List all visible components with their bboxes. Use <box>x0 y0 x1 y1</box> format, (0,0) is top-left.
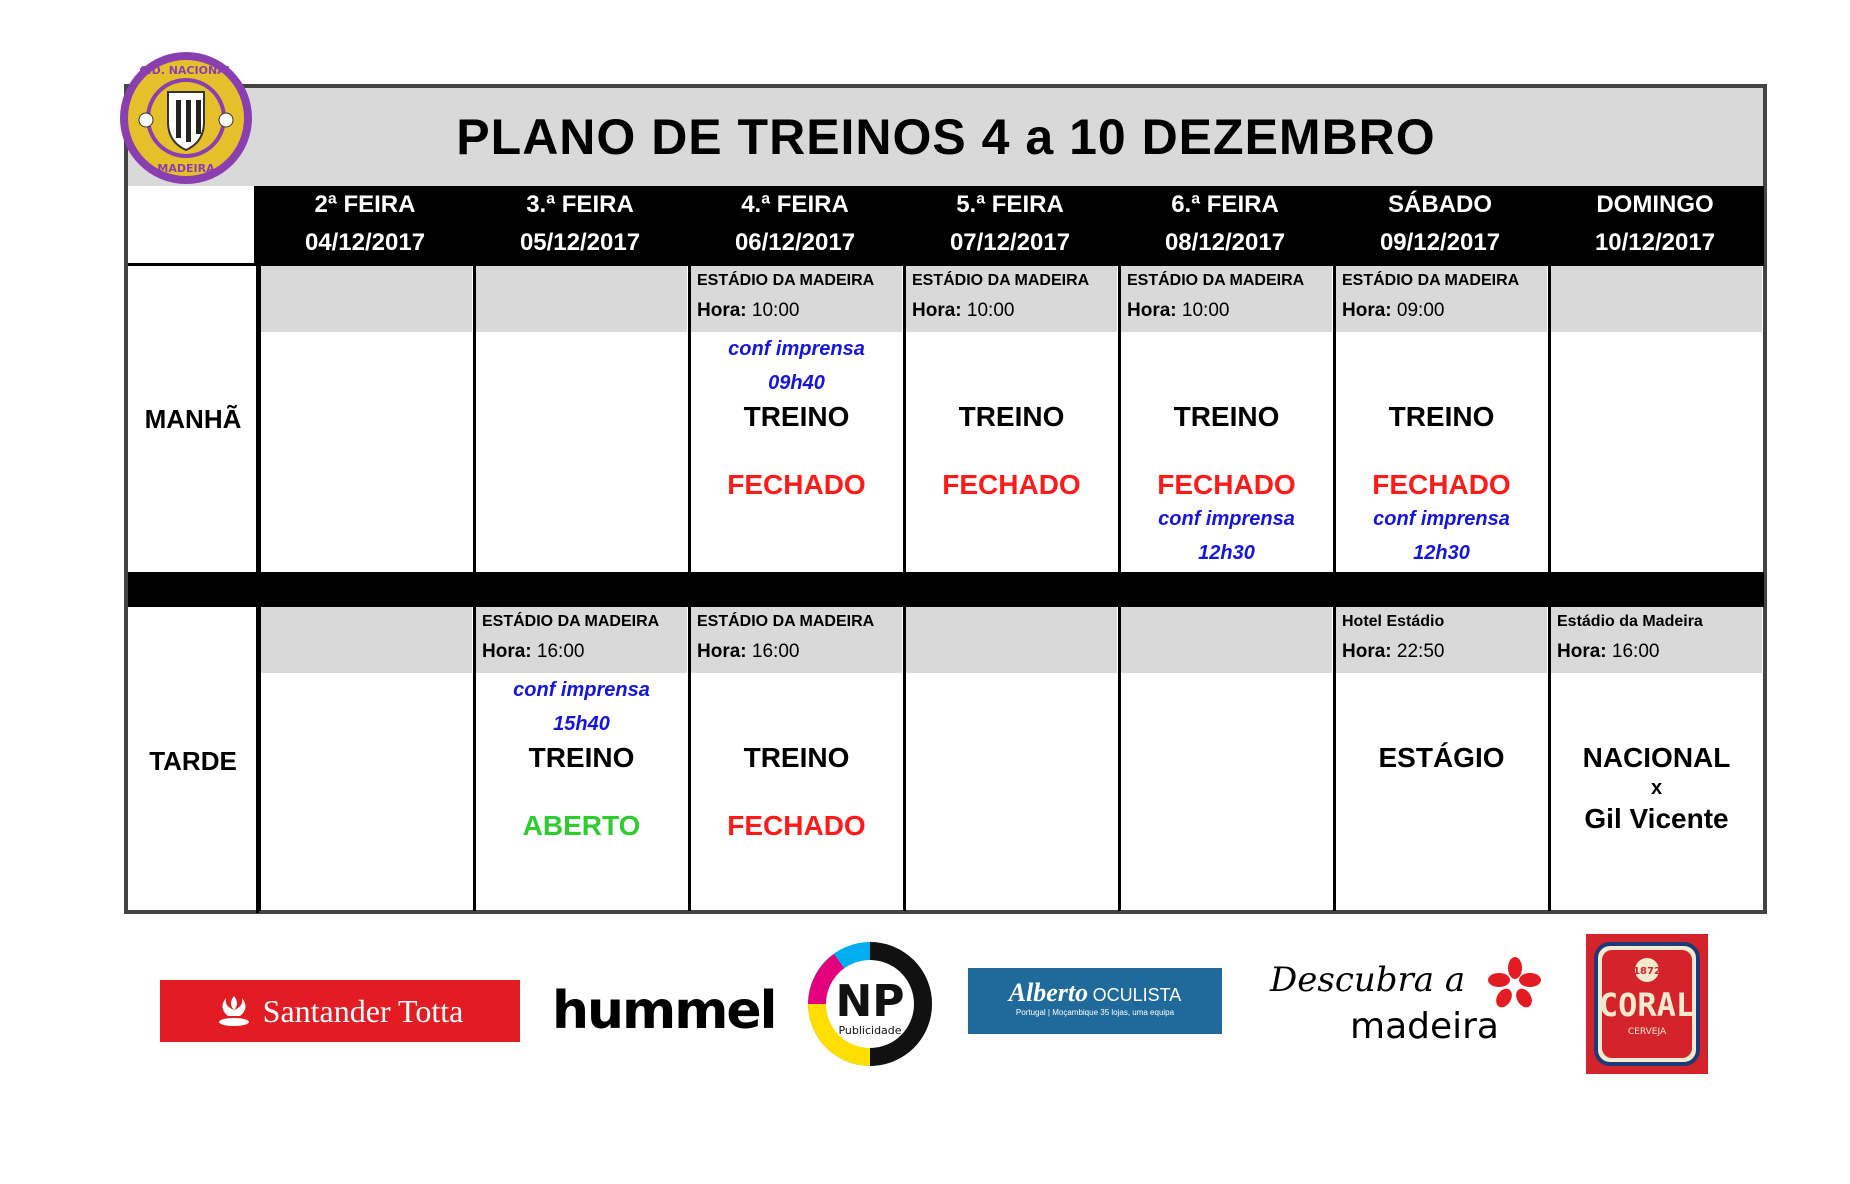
press-conference: conf imprensa <box>728 338 865 360</box>
alberto-text: Alberto <box>1008 978 1089 1007</box>
cell-body <box>476 673 687 843</box>
sponsor-np <box>794 938 946 1070</box>
session-time <box>1342 633 1547 671</box>
coral-sub-text: CERVEJA <box>1627 1027 1667 1037</box>
schedule-cell <box>473 607 687 911</box>
page-title: PLANO DE TREINOS 4 a 10 DEZEMBRO <box>456 109 1436 165</box>
press-conference-time: 15h40 <box>553 713 610 735</box>
time-value: 09:00 <box>1396 300 1445 321</box>
activity: TREINO <box>528 742 635 773</box>
session-time <box>697 292 902 330</box>
schedule-cell <box>473 266 687 572</box>
day-name: 3.ª FEIRA <box>526 191 634 218</box>
time-value: 16:00 <box>751 641 800 662</box>
status-badge: FECHADO <box>1372 469 1511 500</box>
activity: TREINO <box>1173 401 1280 432</box>
madeira-top-text: Descubra a <box>1270 960 1466 1000</box>
day-name: DOMINGO <box>1596 191 1714 218</box>
hora-label: Hora: <box>1342 300 1392 321</box>
cell-location <box>906 266 1117 332</box>
day-date: 10/12/2017 <box>1594 229 1716 256</box>
day-header <box>903 186 1117 263</box>
session-time <box>1127 292 1332 330</box>
activity: TREINO <box>1388 401 1495 432</box>
schedule-cell <box>688 607 902 911</box>
coral-logo-icon <box>1586 934 1708 1074</box>
cell-location <box>261 266 472 332</box>
activity: TREINO <box>743 401 850 432</box>
press-conference: conf imprensa <box>1373 508 1510 530</box>
spacer <box>1336 332 1547 400</box>
hora-label: Hora: <box>912 300 962 321</box>
time-value: 10:00 <box>966 300 1015 321</box>
press-conference: conf imprensa <box>1158 508 1295 530</box>
hummel-text: hummel <box>552 981 776 1041</box>
venue-name: ESTÁDIO DA MADEIRA <box>1127 272 1305 289</box>
venue-name: ESTÁDIO DA MADEIRA <box>912 272 1090 289</box>
status-badge: FECHADO <box>727 810 866 841</box>
alberto-tagline: Portugal | Moçambique 35 lojas, uma equipa <box>1015 1008 1175 1017</box>
hora-label: Hora: <box>482 641 532 662</box>
coral-text: CORAL <box>1598 986 1696 1024</box>
press-conference-time: 12h30 <box>1198 542 1255 564</box>
session-time <box>697 633 902 671</box>
cell-location <box>476 607 687 673</box>
venue-name: Hotel Estádio <box>1342 613 1445 630</box>
club-logo-icon <box>118 50 254 186</box>
cell-location <box>1551 266 1762 332</box>
sponsor-coral <box>1586 934 1708 1074</box>
day-date: 08/12/2017 <box>1164 229 1286 256</box>
schedule-cell <box>688 266 902 572</box>
day-name: 5.ª FEIRA <box>956 191 1064 218</box>
day-name: 4.ª FEIRA <box>741 191 849 218</box>
cell-location <box>691 607 902 673</box>
away-team: Gil Vicente <box>1584 803 1729 834</box>
day-header <box>688 186 902 263</box>
venue-name: ESTÁDIO DA MADEIRA <box>1342 272 1520 289</box>
day-header <box>1333 186 1547 263</box>
time-value: 10:00 <box>1181 300 1230 321</box>
session-time <box>482 633 687 671</box>
day-header <box>1548 186 1762 263</box>
sponsor-santander <box>160 980 520 1042</box>
activity: ESTÁGIO <box>1378 742 1505 773</box>
sponsor-madeira <box>1266 950 1546 1060</box>
np-sub-text: Publicidade <box>838 1024 902 1037</box>
schedule-cell <box>1548 266 1762 572</box>
session-time <box>1342 292 1547 330</box>
cell-location <box>476 266 687 332</box>
grid-line <box>128 263 1764 266</box>
status-badge: ABERTO <box>522 810 641 841</box>
cell-location <box>1336 607 1547 673</box>
flower-icon <box>1488 956 1542 1010</box>
hora-label: Hora: <box>697 300 747 321</box>
logo-bottom-text: MADEIRA <box>157 162 215 175</box>
cell-location <box>261 607 472 673</box>
row-label-morning: MANHÃ <box>144 404 242 434</box>
status-badge: FECHADO <box>942 469 1081 500</box>
sponsor-alberto <box>968 968 1222 1034</box>
schedule-cell <box>1333 266 1547 572</box>
day-date: 09/12/2017 <box>1379 229 1501 256</box>
day-name: SÁBADO <box>1387 191 1492 218</box>
cell-location <box>906 607 1117 673</box>
day-name: 6.ª FEIRA <box>1171 191 1279 218</box>
row-label-afternoon: TARDE <box>149 746 237 776</box>
spacer <box>1121 332 1332 400</box>
venue-name: Estádio da Madeira <box>1557 613 1703 630</box>
day-date: 05/12/2017 <box>519 229 641 256</box>
cell-location <box>1121 266 1332 332</box>
coral-year: 1872 <box>1633 966 1661 977</box>
schedule-cell <box>1333 607 1547 911</box>
cell-body <box>691 673 902 843</box>
cell-location <box>1551 607 1762 673</box>
cell-location <box>1121 607 1332 673</box>
day-header <box>1118 186 1332 263</box>
schedule-cell <box>1118 607 1332 911</box>
spacer <box>906 332 1117 400</box>
hora-label: Hora: <box>1557 641 1607 662</box>
alberto-sub-text: OCULISTA <box>1092 985 1182 1005</box>
cell-body <box>1121 332 1332 570</box>
np-logo-icon <box>794 938 946 1070</box>
session-time <box>912 292 1117 330</box>
press-conference-time: 12h30 <box>1413 542 1470 564</box>
spacer <box>1336 673 1547 741</box>
cell-body <box>906 332 1117 502</box>
logo-top-text: C.D. NACIONAL <box>139 64 233 77</box>
day-date: 04/12/2017 <box>304 229 426 256</box>
cell-body <box>1336 673 1547 775</box>
status-badge: FECHADO <box>1157 469 1296 500</box>
activity: TREINO <box>743 742 850 773</box>
header-corner <box>128 186 258 263</box>
cell-body <box>1551 673 1762 837</box>
hora-label: Hora: <box>697 641 747 662</box>
sponsor-hummel <box>546 978 776 1044</box>
versus: x <box>1650 777 1663 799</box>
day-header <box>473 186 687 263</box>
np-text: NP <box>835 976 905 1027</box>
schedule-cell <box>1548 607 1762 911</box>
santander-text: Santander Totta <box>262 992 464 1029</box>
venue-name: ESTÁDIO DA MADEIRA <box>697 613 875 630</box>
schedule-cell <box>258 607 472 911</box>
madeira-bottom-text: madeira <box>1350 1006 1499 1047</box>
cell-location <box>1336 266 1547 332</box>
press-conference: conf imprensa <box>513 679 650 701</box>
schedule-cell <box>903 607 1117 911</box>
time-value: 10:00 <box>751 300 800 321</box>
day-date: 06/12/2017 <box>734 229 856 256</box>
session-time <box>1557 633 1762 671</box>
cell-body <box>691 332 902 502</box>
day-date: 07/12/2017 <box>949 229 1071 256</box>
time-value: 16:00 <box>1611 641 1660 662</box>
day-header <box>258 186 472 263</box>
home-team: NACIONAL <box>1582 742 1731 773</box>
schedule-cell <box>258 266 472 572</box>
press-conference-time: 09h40 <box>768 372 825 394</box>
schedule-cell <box>903 266 1117 572</box>
grid-line <box>256 263 259 913</box>
status-badge: FECHADO <box>727 469 866 500</box>
cell-body <box>1336 332 1547 570</box>
row-separator <box>128 572 1764 604</box>
time-value: 22:50 <box>1396 641 1445 662</box>
venue-name: ESTÁDIO DA MADEIRA <box>697 272 875 289</box>
venue-name: ESTÁDIO DA MADEIRA <box>482 613 660 630</box>
spacer <box>691 673 902 741</box>
flame-icon <box>217 994 251 1028</box>
schedule-cell <box>1118 266 1332 572</box>
hora-label: Hora: <box>1127 300 1177 321</box>
day-name: 2ª FEIRA <box>314 191 416 218</box>
grid-line <box>128 604 1764 607</box>
hora-label: Hora: <box>1342 641 1392 662</box>
spacer <box>1551 673 1762 741</box>
cell-location <box>691 266 902 332</box>
activity: TREINO <box>958 401 1065 432</box>
time-value: 16:00 <box>536 641 585 662</box>
